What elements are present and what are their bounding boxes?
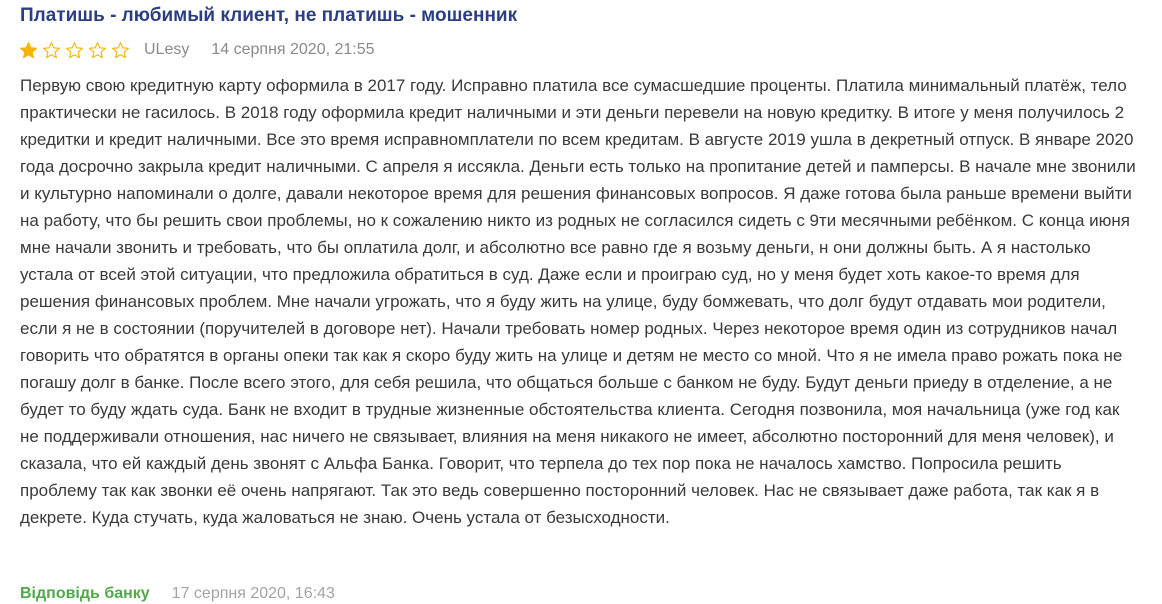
- bank-reply-header: [20, 584, 335, 604]
- star-empty-icon: [42, 41, 61, 60]
- review-author[interactable]: ULesy: [144, 41, 190, 58]
- review-text: Первую свою кредитную карту оформила в 2017 году. Исправно платила все сумасшедшие проценты. Платила минимальный платёж, тело практически не гасилось. В 2018 году оформила кредит наличными и эти деньги перевели на новую кредитку. В итоге у меня получилось 2 кредитки и кредит наличными. Все это время исправномплатели по всем кредитам. В августе 2019 ушла в декретный отпуск. В январе 2020 года досрочно закрыла кредит наличными. С апреля я иссякла. Деньги есть только на пропитание детей и памперсы. В начале мне звонили и культурно напоминали о долге, давали некоторое время для решения финансовых вопросов. Я даже готова была раньше времени выйти на работу, что бы решить свои проблемы, но к сожалению никто из родных не согласился сидеть с 9ти месячными ребёнком. С конца июня мне начали звонить и требовать, что бы оплатила долг, и абсолютно все равно где я возьму деньги, н они должны быть. А я настолько устала от всей этой ситуации, что предложила обратиться в суд. Даже если и проиграю суд, но у меня будет хоть какое-то время для решения финансовых проблем. Мне начали угрожать, что я буду жить на улице, буду бомжевать, что долг будут отдавать мои родители, если я не в состоянии (поручителей в договоре нет). Начали требовать номер родных. Через некоторое время один из сотрудников начал говорить что обратятся в органы опеки так как я скоро буду жить на улице и детям не место со мной. Что я не имела право рожать пока не погашу долг в банке. После всего этого, для себя решила, что общаться больше с банком не буду. Будут деньги приеду в отделение, а не будет то буду ждать суда. Банк не входит в трудные жизненные обстоятельства клиента. Сегодня позвонила, моя начальница (уже год как не поддерживали отношения, нас ничего не связывает, влияния на меня никакого не имеет, абсолютно посторонний для меня человек), и сказала, что ей каждый день звонят с Альфа Банка. Говорит, что терпела до тех пор пока не началось хамство. Попросила решить проблему так как звонки её очень напрягают. Так это ведь совершенно посторонний человек. Нас не связывает даже работа, так как я в декрете. Куда стучать, куда жаловаться не знаю. Очень устала от безысходности.: [20, 76, 1136, 527]
- rating-stars: [19, 41, 130, 60]
- review-title[interactable]: Платишь - любимый клиент, не платишь - мошенник: [20, 5, 518, 26]
- reply-author[interactable]: Відповідь банку: [20, 585, 150, 602]
- review-date: 14 серпня 2020, 21:55: [211, 41, 375, 58]
- star-filled-icon: [19, 41, 38, 60]
- reply-date: 17 серпня 2020, 16:43: [171, 585, 335, 602]
- review-meta: [19, 40, 375, 60]
- star-empty-icon: [65, 41, 84, 60]
- star-empty-icon: [111, 41, 130, 60]
- star-empty-icon: [88, 41, 107, 60]
